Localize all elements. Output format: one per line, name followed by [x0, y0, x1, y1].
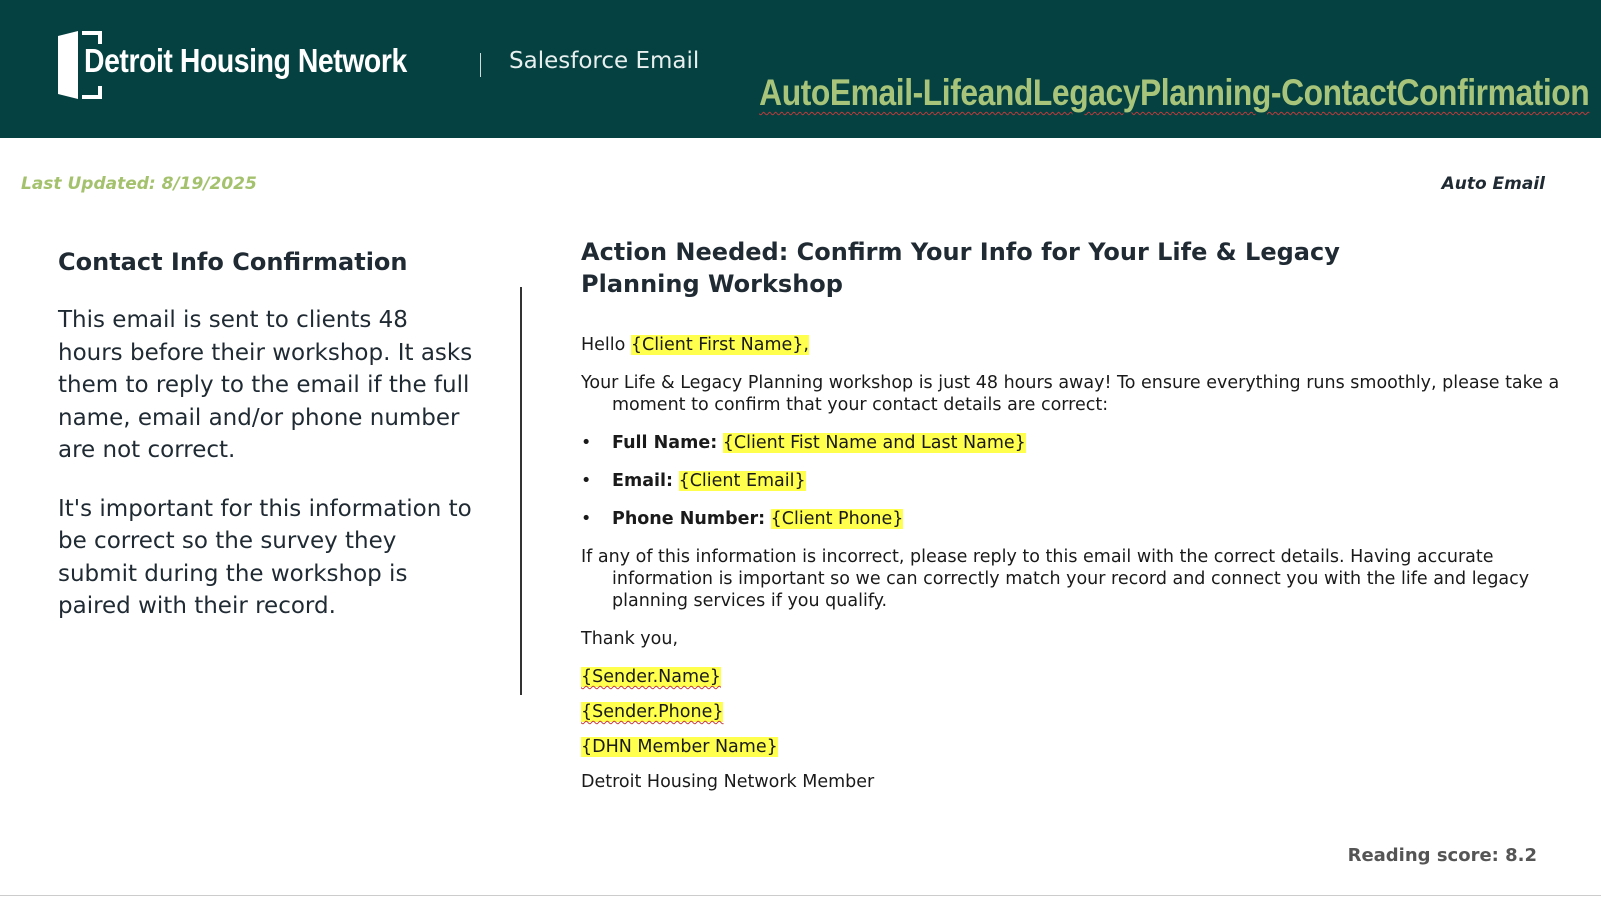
field-placeholder: {Client Fist Name and Last Name}: [722, 433, 1026, 453]
email-type-label: Auto Email: [1441, 174, 1545, 194]
template-name: AutoEmail-LifeandLegacyPlanning-ContactConfirmation: [758, 72, 1589, 113]
field-label: Phone Number:: [612, 509, 766, 529]
list-item: [581, 470, 1581, 492]
signature-org-line: Detroit Housing Network Member: [581, 772, 875, 792]
description-title: Contact Info Confirmation: [58, 248, 408, 276]
column-divider: [520, 287, 522, 695]
description-panel: [58, 248, 478, 649]
reading-score: Reading score: 8.2: [1347, 845, 1537, 866]
description-paragraph: This email is sent to clients 48 hours before their workshop. It asks them to reply to the email if the full name, email and/or phone number are not correct.: [58, 307, 473, 463]
signature-sender-phone: [581, 701, 1581, 723]
sender-phone-placeholder: {Sender.Phone}: [581, 702, 724, 722]
list-item: [581, 432, 1581, 454]
email-intro: Your Life & Legacy Planning workshop is just 48 hours away! To ensure everything runs smoothly, please take a moment to confirm that your contact details are correct:: [581, 373, 1560, 415]
signature-sender-name: [581, 666, 1581, 688]
bottom-rule: [0, 895, 1601, 896]
sender-name-placeholder: {Sender.Name}: [581, 667, 721, 687]
member-name-placeholder: {DHN Member Name}: [581, 737, 778, 757]
client-first-name-placeholder: {Client First Name},: [630, 335, 809, 355]
list-item: [581, 508, 1581, 530]
header-subtitle: Salesforce Email: [509, 48, 700, 74]
contact-fields-list: [581, 432, 1581, 530]
signature-member-name: [581, 736, 1581, 758]
email-preview: [581, 236, 1581, 806]
bullet: •: [581, 433, 592, 453]
field-placeholder: {Client Email}: [678, 471, 806, 491]
bullet: •: [581, 471, 592, 491]
description-paragraph: It's important for this information to be correct so the survey they submit during the workshop is paired with their record.: [58, 495, 472, 619]
header-banner: [0, 0, 1601, 138]
last-updated: Last Updated: 8/19/2025: [21, 174, 257, 194]
org-name: Detroit Housing Network: [84, 42, 407, 79]
field-label: Email:: [612, 471, 673, 491]
email-subject: Action Needed: Confirm Your Info for Your Life & Legacy Planning Workshop: [581, 238, 1340, 298]
email-incorrect-note: If any of this information is incorrect, please reply to this email with the correct details. Having accurate information is important so we can correctly match your record and connect you with the life and legacy planning services if you qualify.: [581, 547, 1530, 611]
email-greeting: [581, 334, 1581, 356]
field-placeholder: {Client Phone}: [770, 509, 904, 529]
header-divider: [480, 53, 481, 77]
greeting-prefix: Hello: [581, 335, 631, 355]
bullet: •: [581, 509, 592, 529]
email-closing: Thank you,: [581, 629, 679, 649]
field-label: Full Name:: [612, 433, 718, 453]
